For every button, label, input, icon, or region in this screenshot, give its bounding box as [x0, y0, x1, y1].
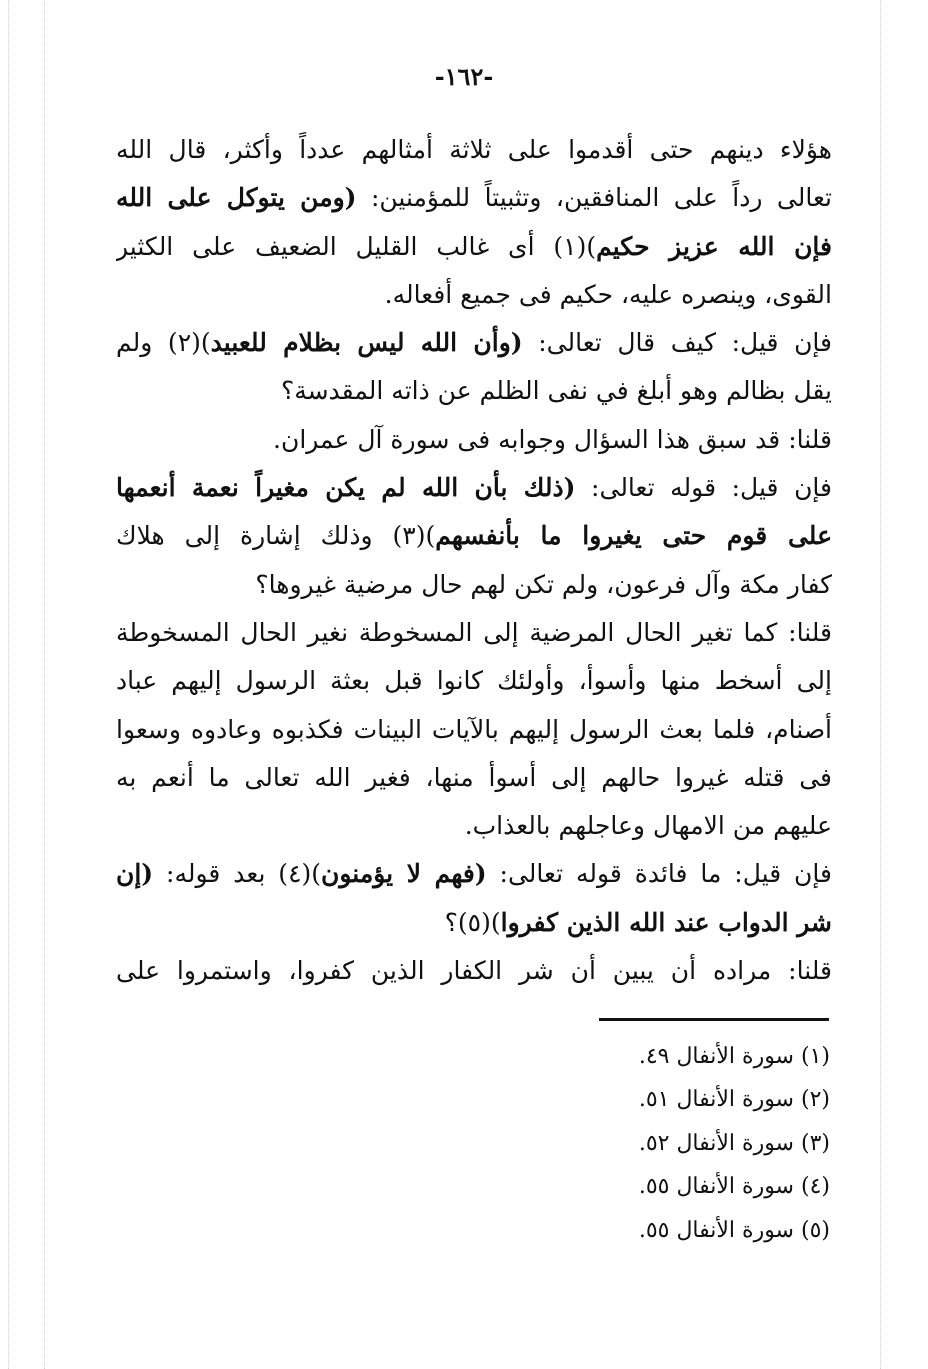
quran-quote: (وأن الله ليس بظلام للعبيد [210, 328, 523, 358]
text-line [116, 899, 832, 947]
scan-edge-right [880, 0, 881, 1369]
text-run: قلنا: مراده أن يبين أن شر الكفار الذين كفروا، واستمروا على [116, 956, 832, 986]
footnote-separator [599, 1018, 829, 1021]
text-line [116, 706, 832, 754]
quran-quote: شر الدواب عند الله الذين كفروا [500, 907, 832, 937]
text-line [116, 319, 832, 367]
text-line [116, 802, 832, 850]
footnote-item: (١) سورة الأنفال ٤٩. [638, 1044, 830, 1069]
text-line [116, 367, 832, 415]
text-run: أصنام، فلما بعث الرسول إليهم بالآيات البينات فكذبوه وعادوه وسعوا [116, 714, 832, 744]
text-run: كفار مكة وآل فرعون، ولم تكن لهم حال مرضية غيروها؟ [255, 569, 832, 599]
text-run: )(٢) ولم [116, 328, 211, 358]
text-line [116, 947, 832, 995]
text-run: قلنا: قد سبق هذا السؤال وجوابه فى سورة آل عمران. [273, 424, 832, 454]
text-run: )(٤) بعد قوله: [153, 859, 322, 889]
text-line [116, 561, 832, 609]
text-line [116, 850, 832, 898]
quran-quote: (ذلك بأن الله لم يكن مغيراً نعمة أنعمها [116, 473, 576, 503]
text-run: يقل بظالم وهو أبلغ في نفى الظلم عن ذاته المقدسة؟ [280, 376, 832, 406]
footnote-item: (٢) سورة الأنفال ٥١. [638, 1087, 830, 1113]
quran-quote: (إن [116, 859, 154, 889]
text-run: فإن قيل: ما فائدة قوله تعالى: [486, 859, 832, 889]
main-text [116, 126, 832, 995]
text-run: إلى أسخط منها وأسوأ، وأولئك كانوا قبل بعثة الرسول إليهم عباد [116, 666, 832, 696]
quran-quote: (ومن يتوكل على الله [116, 183, 357, 213]
scan-edge-left [8, 0, 9, 1369]
text-line [116, 512, 832, 560]
text-run: )(٣) وذلك إشارة إلى هلاك [116, 521, 436, 551]
text-line [116, 126, 832, 174]
text-run: فإن قيل: كيف قال تعالى: [522, 328, 832, 358]
text-run: فى قتله غيروا حالهم إلى أسوأ منها، فغير الله تعالى ما أنعم به [116, 762, 832, 792]
text-run: قلنا: كما تغير الحال المرضية إلى المسخوطة نغير الحال المسخوطة [116, 617, 832, 647]
text-run: هؤلاء دينهم حتى أقدموا على ثلاثة أمثالهم عدداً وأكثر، قال الله [116, 135, 832, 164]
text-run: القوى، وينصره عليه، حكيم فى جميع أفعاله. [384, 279, 832, 309]
text-line [116, 271, 832, 319]
page-number: -١٦٢- [434, 62, 494, 91]
quran-quote: فإن الله عزيز حكيم [596, 231, 832, 261]
scan-edge-left-inner [44, 0, 45, 1369]
text-run: عليهم من الامهال وعاجلهم بالعذاب. [464, 811, 832, 841]
text-line [116, 416, 832, 464]
text-run: )(٥)؟ [444, 907, 501, 937]
footnote-item: (٣) سورة الأنفال ٥٢. [638, 1130, 830, 1156]
footnote-item: (٥) سورة الأنفال ٥٥. [638, 1217, 830, 1243]
quran-quote: (فهم لا يؤمنون [321, 859, 487, 889]
text-run: تعالى رداً على المنافقين، وتثبيتاً للمؤمنين: [356, 183, 832, 213]
footnotes [570, 1035, 830, 1252]
text-line [116, 223, 832, 271]
text-line [116, 754, 832, 802]
text-line [116, 609, 832, 657]
footnote-item: (٤) سورة الأنفال ٥٥. [638, 1174, 830, 1200]
text-run: )(١) أى غالب القليل الضعيف على الكثير [116, 231, 597, 261]
text-line [116, 174, 832, 222]
text-line [116, 464, 832, 512]
text-line [116, 657, 832, 705]
text-run: فإن قيل: قوله تعالى: [575, 473, 832, 503]
quran-quote: على قوم حتى يغيروا ما بأنفسهم [435, 521, 832, 551]
